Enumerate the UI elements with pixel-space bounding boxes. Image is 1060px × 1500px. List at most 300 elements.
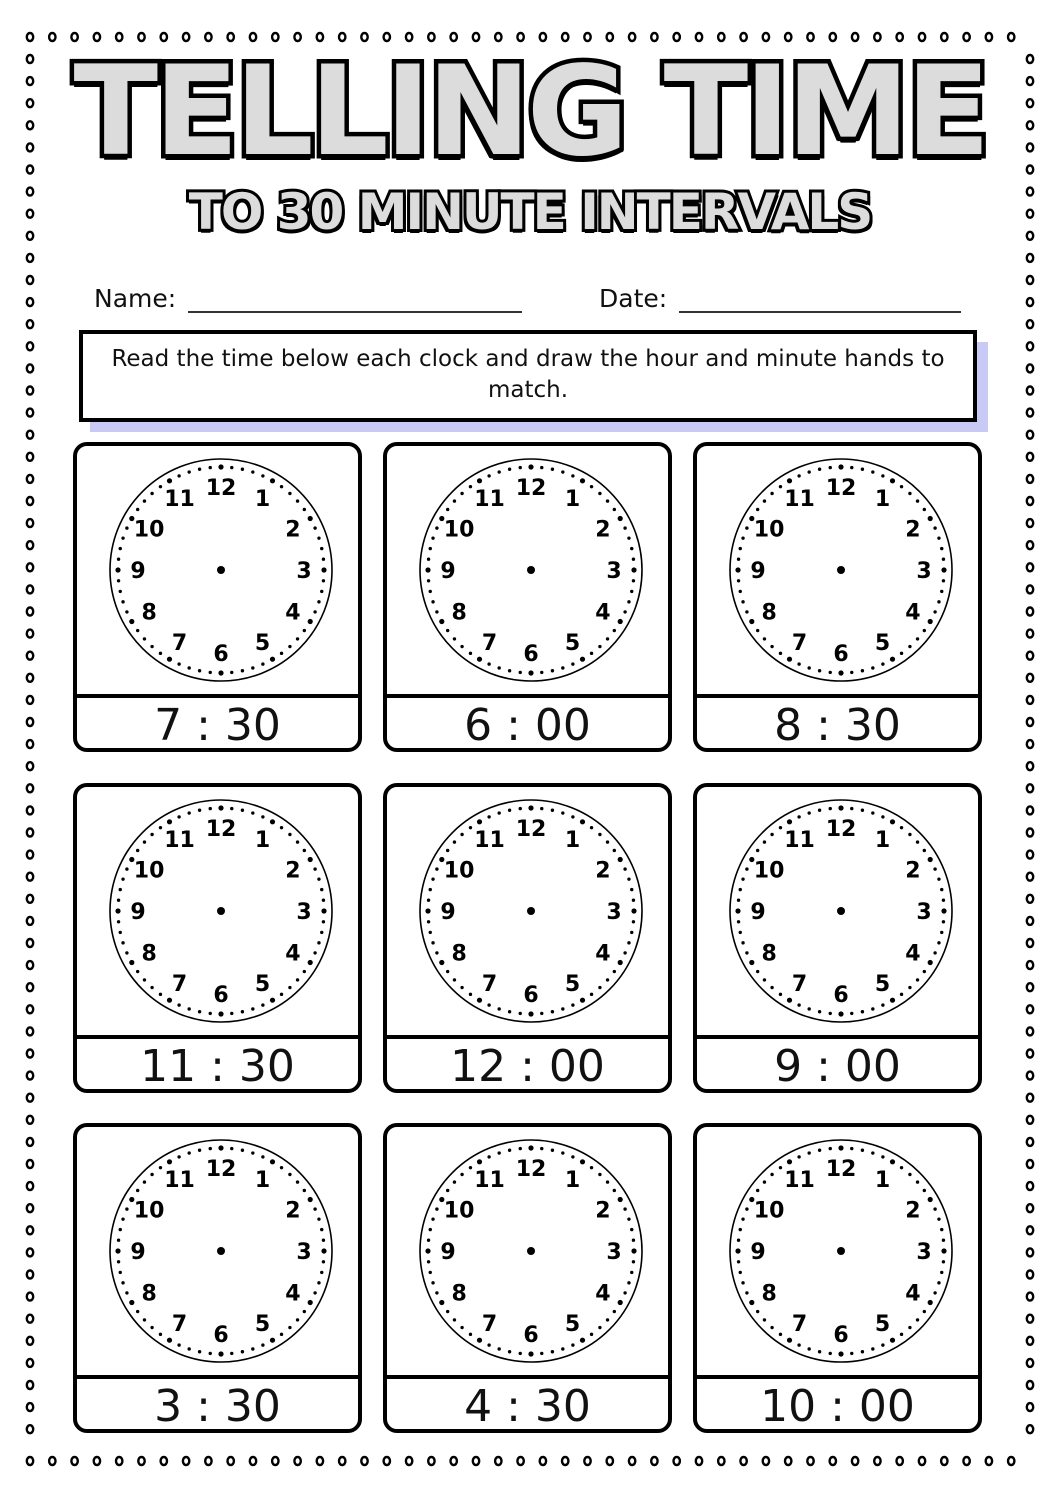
clock-number: 10: [133, 1198, 165, 1224]
border-dot: [1027, 1027, 1033, 1035]
minute-tick: [159, 652, 162, 655]
border-dot: [1027, 431, 1033, 439]
minute-tick: [941, 567, 946, 572]
clock-number: 6: [833, 1323, 849, 1348]
border-dot: [27, 1457, 33, 1465]
clock-number: 6: [833, 642, 849, 667]
minute-tick: [198, 1149, 201, 1152]
minute-tick: [890, 819, 895, 824]
minute-tick: [528, 1351, 533, 1356]
minute-tick: [119, 888, 122, 891]
minute-tick: [551, 1010, 554, 1013]
minute-tick: [606, 637, 609, 640]
clock-number: 2: [905, 858, 921, 884]
minute-tick: [313, 526, 316, 529]
minute-tick: [121, 600, 124, 603]
minute-tick: [797, 1155, 800, 1158]
minute-tick: [933, 610, 936, 613]
border-dot: [763, 1457, 769, 1465]
minute-tick: [308, 619, 313, 624]
worksheet-title: TELLING TIME: [73, 40, 987, 184]
clock-number: 5: [254, 1311, 271, 1337]
border-dot: [1027, 276, 1033, 284]
center-dot: [527, 566, 535, 574]
minute-tick: [528, 464, 533, 469]
name-label: Name:: [94, 284, 177, 313]
clock-number: 8: [761, 1281, 777, 1307]
minute-tick: [818, 1010, 821, 1013]
minute-tick: [187, 811, 190, 814]
clock-face[interactable]: [77, 446, 366, 696]
border-dot: [250, 1457, 256, 1465]
center-dot: [217, 566, 225, 574]
minute-tick: [787, 998, 792, 1003]
minute-tick: [317, 600, 320, 603]
clock-card: [693, 1123, 982, 1433]
border-dot: [1027, 1138, 1033, 1146]
minute-tick: [807, 666, 810, 669]
minute-tick: [313, 867, 316, 870]
minute-tick: [770, 1326, 773, 1329]
clock-face[interactable]: [697, 787, 986, 1037]
border-dot: [740, 1457, 746, 1465]
minute-tick: [551, 1149, 554, 1152]
clock-number: 9: [130, 1240, 146, 1265]
minute-tick: [308, 857, 313, 862]
minute-tick: [129, 619, 134, 624]
border-dot: [495, 1457, 501, 1465]
minute-tick: [136, 970, 139, 973]
minute-tick: [528, 1011, 533, 1016]
clock-number: 7: [481, 1311, 498, 1337]
minute-tick: [606, 840, 609, 843]
minute-tick: [453, 978, 456, 981]
minute-tick: [425, 1248, 430, 1253]
minute-tick: [431, 1217, 434, 1220]
clock-face[interactable]: [697, 1127, 986, 1377]
time-label: 8 : 30: [774, 700, 901, 751]
minute-tick: [119, 931, 122, 934]
border-dot: [1027, 939, 1033, 947]
minute-tick: [881, 1343, 884, 1346]
clock-face[interactable]: [77, 787, 366, 1037]
border-dot: [1027, 1160, 1033, 1168]
border-dot: [1027, 1005, 1033, 1013]
clock-number: 6: [213, 983, 229, 1008]
minute-tick: [270, 478, 275, 483]
border-dot: [540, 1457, 546, 1465]
minute-tick: [618, 857, 623, 862]
minute-tick: [177, 662, 180, 665]
minute-tick: [829, 1147, 832, 1150]
time-label: 7 : 30: [154, 700, 281, 751]
minute-tick: [749, 1300, 754, 1305]
minute-tick: [861, 669, 864, 672]
minute-tick: [942, 579, 945, 582]
minute-tick: [763, 1318, 766, 1321]
minute-tick: [871, 1347, 874, 1350]
minute-tick: [940, 931, 943, 934]
border-dot: [27, 630, 33, 638]
minute-tick: [737, 920, 740, 923]
border-dot: [27, 873, 33, 881]
minute-tick: [942, 1239, 945, 1242]
border-dot: [27, 961, 33, 969]
center-dot: [837, 907, 845, 915]
minute-tick: [861, 809, 864, 812]
minute-tick: [756, 970, 759, 973]
clock-number: 4: [905, 941, 921, 967]
minute-tick: [487, 662, 490, 665]
minute-tick: [630, 1271, 633, 1274]
minute-tick: [942, 899, 945, 902]
minute-tick: [756, 1310, 759, 1313]
minute-tick: [916, 840, 919, 843]
border-dot: [1027, 762, 1033, 770]
minute-tick: [453, 637, 456, 640]
minute-tick: [280, 826, 283, 829]
minute-tick: [177, 1155, 180, 1158]
minute-tick: [150, 1326, 153, 1329]
border-dot: [1027, 541, 1033, 549]
clock-number: 11: [784, 828, 815, 854]
minute-tick: [435, 1207, 438, 1210]
clock-number: 10: [443, 858, 475, 884]
time-label: 9 : 00: [774, 1041, 901, 1092]
clock-number: 5: [564, 630, 581, 656]
time-label: 11 : 30: [140, 1041, 295, 1092]
date-field[interactable]: [599, 283, 961, 313]
clock-number: 9: [440, 1240, 456, 1265]
clock-number: 10: [753, 858, 785, 884]
minute-tick: [908, 1173, 911, 1176]
clock-number: 9: [440, 900, 456, 925]
clock-number: 9: [440, 559, 456, 584]
border-dot: [1027, 961, 1033, 969]
minute-tick: [928, 1300, 933, 1305]
minute-tick: [143, 1180, 146, 1183]
border-dot: [517, 1457, 523, 1465]
minute-tick: [446, 1189, 449, 1192]
name-field[interactable]: [94, 283, 522, 313]
minute-tick: [519, 466, 522, 469]
minute-tick: [117, 1239, 120, 1242]
clock-number: 11: [784, 487, 815, 513]
border-dot: [27, 1425, 33, 1433]
minute-tick: [871, 666, 874, 669]
minute-tick: [818, 1350, 821, 1353]
minute-tick: [427, 558, 430, 561]
minute-tick: [497, 1347, 500, 1350]
border-dot: [27, 1072, 33, 1080]
minute-tick: [598, 645, 601, 648]
minute-tick: [209, 807, 212, 810]
clock-number: 8: [141, 600, 157, 626]
minute-tick: [117, 579, 120, 582]
minute-tick: [749, 619, 754, 624]
minute-tick: [937, 877, 940, 880]
clock-number: 5: [254, 971, 271, 997]
border-dot: [629, 1457, 635, 1465]
minute-tick: [261, 815, 264, 818]
minute-tick: [871, 1151, 874, 1154]
minute-tick: [209, 1352, 212, 1355]
minute-tick: [756, 1189, 759, 1192]
minute-tick: [861, 468, 864, 471]
border-dot: [1027, 1204, 1033, 1212]
minute-tick: [261, 1343, 264, 1346]
minute-tick: [121, 877, 124, 880]
minute-tick: [741, 600, 744, 603]
minute-tick: [561, 1007, 564, 1010]
clock-number: 2: [285, 858, 301, 884]
minute-tick: [561, 1151, 564, 1154]
clock-number: 11: [784, 1168, 815, 1194]
minute-tick: [540, 1352, 543, 1355]
minute-tick: [280, 993, 283, 996]
minute-tick: [829, 1352, 832, 1355]
minute-tick: [288, 833, 291, 836]
minute-tick: [136, 1310, 139, 1313]
minute-tick: [770, 492, 773, 495]
clock-number: 10: [753, 517, 785, 543]
clock-card: [693, 442, 982, 752]
border-dot: [27, 298, 33, 306]
minute-tick: [303, 1189, 306, 1192]
clock-number: 6: [833, 983, 849, 1008]
minute-tick: [923, 629, 926, 632]
clock-face[interactable]: [387, 446, 676, 696]
minute-tick: [923, 1310, 926, 1313]
minute-tick: [280, 485, 283, 488]
border-dot: [1027, 585, 1033, 593]
clock-number: 4: [905, 600, 921, 626]
clock-number: 6: [213, 1323, 229, 1348]
minute-tick: [497, 811, 500, 814]
minute-tick: [797, 1003, 800, 1006]
clock-face[interactable]: [697, 446, 986, 696]
minute-tick: [209, 671, 212, 674]
border-dot: [27, 1337, 33, 1345]
instructions-box: [79, 330, 977, 422]
border-dot: [27, 563, 33, 571]
minute-tick: [861, 1149, 864, 1152]
minute-tick: [908, 986, 911, 989]
minute-tick: [606, 499, 609, 502]
border-dot: [27, 917, 33, 925]
minute-tick: [446, 508, 449, 511]
minute-tick: [121, 1281, 124, 1284]
minute-tick: [198, 468, 201, 471]
minute-tick: [431, 600, 434, 603]
minute-tick: [540, 671, 543, 674]
minute-tick: [435, 610, 438, 613]
minute-tick: [739, 1228, 742, 1231]
minute-tick: [439, 1300, 444, 1305]
minute-tick: [322, 920, 325, 923]
minute-tick: [115, 1248, 120, 1253]
minute-tick: [270, 998, 275, 1003]
clock-number: 7: [171, 971, 188, 997]
minute-tick: [613, 970, 616, 973]
border-dot: [651, 1457, 657, 1465]
minute-tick: [317, 1281, 320, 1284]
border-dot: [1027, 1271, 1033, 1279]
border-dot: [1027, 342, 1033, 350]
border-dot: [1027, 674, 1033, 682]
minute-tick: [850, 807, 853, 810]
clock-number: 12: [515, 476, 547, 501]
minute-tick: [571, 662, 574, 665]
minute-tick: [881, 1155, 884, 1158]
border-dot: [1027, 1403, 1033, 1411]
minute-tick: [251, 666, 254, 669]
border-dot: [27, 1160, 33, 1168]
border-dot: [27, 1116, 33, 1124]
date-line[interactable]: [679, 283, 961, 313]
minute-tick: [159, 485, 162, 488]
minute-tick: [477, 657, 482, 662]
minute-tick: [317, 941, 320, 944]
clock-number: 8: [761, 600, 777, 626]
border-dot: [718, 1457, 724, 1465]
minute-tick: [241, 809, 244, 812]
border-dot: [317, 1457, 323, 1465]
clock-face[interactable]: [387, 1127, 676, 1377]
minute-tick: [741, 1281, 744, 1284]
minute-tick: [251, 470, 254, 473]
border-dot: [1027, 1182, 1033, 1190]
border-dot: [607, 1457, 613, 1465]
minute-tick: [487, 815, 490, 818]
minute-tick: [881, 474, 884, 477]
minute-tick: [890, 1159, 895, 1164]
clock-card: [693, 783, 982, 1093]
clock-number: 8: [451, 1281, 467, 1307]
minute-tick: [916, 499, 919, 502]
minute-tick: [745, 867, 748, 870]
border-dot: [1027, 1226, 1033, 1234]
clock-number: 1: [564, 828, 581, 854]
minute-tick: [446, 970, 449, 973]
minute-tick: [469, 1333, 472, 1336]
minute-tick: [453, 840, 456, 843]
clock-number: 4: [595, 600, 611, 626]
minute-tick: [321, 908, 326, 913]
name-line[interactable]: [188, 283, 522, 313]
minute-tick: [320, 590, 323, 593]
minute-tick: [632, 558, 635, 561]
minute-tick: [871, 811, 874, 814]
border-dot: [27, 1182, 33, 1190]
minute-tick: [230, 671, 233, 674]
minute-tick: [606, 978, 609, 981]
minute-tick: [446, 849, 449, 852]
minute-tick: [177, 1343, 180, 1346]
minute-tick: [749, 960, 754, 965]
minute-tick: [519, 1147, 522, 1150]
minute-tick: [119, 590, 122, 593]
clock-number: 2: [595, 1198, 611, 1224]
minute-tick: [787, 1159, 792, 1164]
border-dot: [27, 696, 33, 704]
time-label: 12 : 00: [450, 1041, 605, 1092]
clock-number: 3: [296, 900, 312, 925]
clock-card: [73, 1123, 362, 1433]
minute-tick: [125, 526, 128, 529]
minute-tick: [590, 826, 593, 829]
clock-face[interactable]: [387, 787, 676, 1037]
minute-tick: [763, 978, 766, 981]
minute-tick: [167, 478, 172, 483]
border-dot: [807, 1457, 813, 1465]
minute-tick: [497, 470, 500, 473]
minute-tick: [881, 815, 884, 818]
minute-tick: [453, 1180, 456, 1183]
clock-number: 7: [481, 971, 498, 997]
minute-tick: [807, 1347, 810, 1350]
minute-tick: [317, 536, 320, 539]
minute-tick: [797, 662, 800, 665]
border-dot: [696, 1457, 702, 1465]
minute-tick: [460, 1326, 463, 1329]
minute-tick: [590, 1333, 593, 1336]
minute-tick: [818, 809, 821, 812]
minute-tick: [623, 867, 626, 870]
minute-tick: [933, 1291, 936, 1294]
clock-face[interactable]: [77, 1127, 366, 1377]
minute-tick: [288, 645, 291, 648]
clock-number: 5: [874, 630, 891, 656]
border-dot: [1027, 1315, 1033, 1323]
border-dot: [562, 1457, 568, 1465]
minute-tick: [159, 993, 162, 996]
clock-card: [73, 442, 362, 752]
minute-tick: [923, 849, 926, 852]
minute-tick: [150, 986, 153, 989]
clock-number: 10: [753, 1198, 785, 1224]
clock-number: 1: [564, 487, 581, 513]
border-dot: [963, 1457, 969, 1465]
center-dot: [217, 907, 225, 915]
minute-tick: [431, 877, 434, 880]
minute-tick: [317, 877, 320, 880]
minute-tick: [739, 590, 742, 593]
clock-number: 7: [171, 1311, 188, 1337]
minute-tick: [745, 526, 748, 529]
minute-tick: [571, 1003, 574, 1006]
border-dot: [1027, 1381, 1033, 1389]
minute-tick: [167, 657, 172, 662]
minute-tick: [590, 652, 593, 655]
minute-tick: [469, 826, 472, 829]
minute-tick: [322, 558, 325, 561]
clock-number: 12: [825, 1157, 857, 1182]
minute-tick: [937, 600, 940, 603]
minute-tick: [871, 1007, 874, 1010]
border-dot: [1008, 1457, 1014, 1465]
clock-number: 3: [296, 559, 312, 584]
minute-tick: [519, 1012, 522, 1015]
minute-tick: [198, 809, 201, 812]
clock-number: 12: [825, 476, 857, 501]
minute-tick: [296, 978, 299, 981]
border-dot: [1027, 254, 1033, 262]
minute-tick: [508, 1350, 511, 1353]
minute-tick: [763, 499, 766, 502]
minute-tick: [739, 888, 742, 891]
minute-tick: [900, 1166, 903, 1169]
